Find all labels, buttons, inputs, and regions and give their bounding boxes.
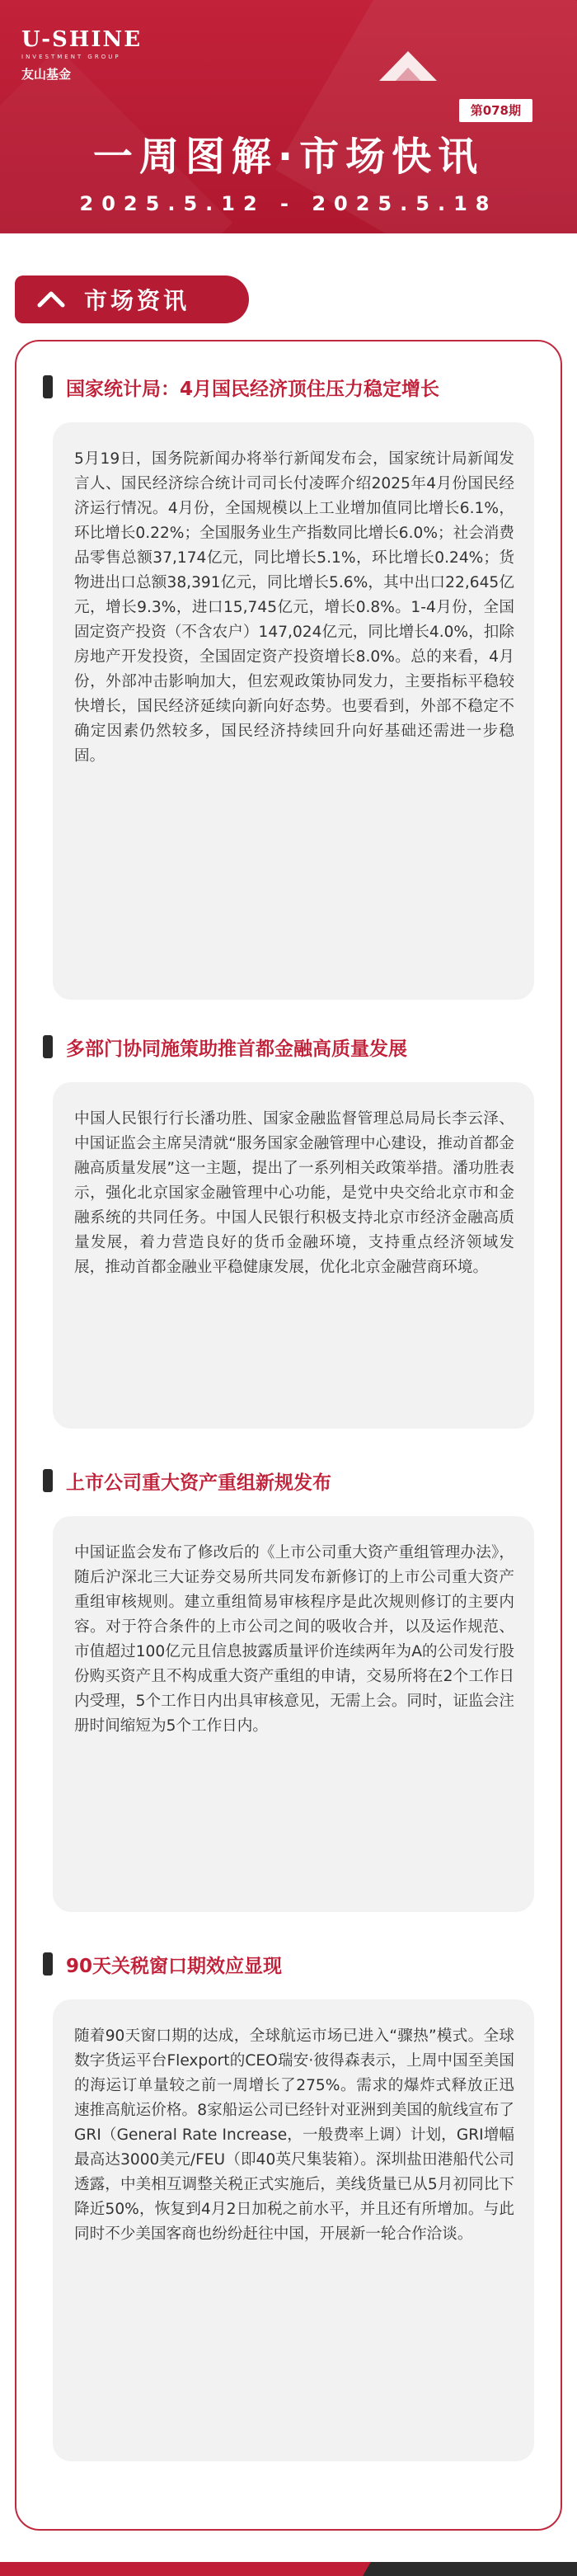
article-card	[53, 422, 534, 1000]
article-title-text: 上市公司重大资产重组新规发布	[66, 1472, 331, 1494]
footer-stripe	[0, 2557, 577, 2576]
article-title	[43, 1034, 407, 1059]
date-range: 2025.5.12 - 2025.5.18	[79, 192, 498, 215]
section-header-market-news	[15, 275, 249, 323]
article-card	[53, 1999, 534, 2461]
title-marker-icon	[43, 1469, 53, 1492]
chevron-up-icon	[35, 287, 68, 312]
title-marker-icon	[43, 1035, 53, 1058]
article-body: 5月19日，国务院新闻办将举行新闻发布会，国家统计局新闻发言人、国民经济综合统计司司长付凌晖介绍2025年4月份国民经济运行情况。4月份，全国规模以上工业增加值同比增长6.1%，环比增长0.22%；全国服务业生产指数同比增长6.0%；社会消费品零售总额37,174亿元，同比增长5.1%，环比增长0.24%；货物进出口总额38,391亿元，同比增长5.6%，其中出口22,645亿元，增长9.3%，进口15,745亿元，增长0.8%。1-4月份，全国固定资产投资（不含农户）147,024亿元，同比增长4.0%，扣除房地产开发投资，全国固定资产投资增长8.0%。总的来看，4月份，外部冲击影响加大，但宏观政策协同发力，主要指标平稳较快增长，国民经济延续向新向好态势。也要看到，外部不稳定不确定因素仍然较多，国民经济持续回升向好基础还需进一步稳固。	[74, 450, 514, 765]
article-body: 中国人民银行行长潘功胜、国家金融监督管理总局局长李云泽、中国证监会主席吴清就“服务国家金融管理中心建设，推动首都金融高质量发展”这一主题，提出了一系列相关政策举措。潘功胜表示，强化北京国家金融管理中心功能，是党中央交给北京市和金融系统的共同任务。中国人民银行积极支持北京市经济金融高质量发展，着力营造良好的货币金融环境，支持重点经济领域发展，推动首都金融业平稳健康发展，优化北京金融营商环境。	[74, 1110, 514, 1276]
company-logo	[21, 28, 142, 82]
title-marker-icon	[43, 375, 53, 398]
issue-number-badge: 第078期	[459, 99, 532, 122]
page-title: 一周图解·市场快讯	[92, 134, 485, 180]
article-title	[43, 1468, 331, 1493]
footer-red-bar	[0, 2562, 379, 2576]
footer-dark-bar	[363, 2562, 577, 2576]
article-title	[43, 374, 439, 399]
article-body: 随着90天窗口期的达成，全球航运市场已进入“骤热”模式。全球数字货运平台Flexport的CEO瑞安·彼得森表示，上周中国至美国的海运订单量较之前一周增长了275%。需求的爆炸式释放正迅速推高航运价格。8家船运公司已经针对亚洲到美国的航线宣布了GRI（General Rate Increase，一般费率上调）计划，GRI增幅最高达3000美元/FEU（即40英尺集装箱）。深圳盐田港船代公司透露，中美相互调整关税正式实施后，美线货量已从5月初同比下降近50%，恢复到4月2日加税之前水平，并且还有所增加。与此同时不少美国客商也纷纷赶往中国，开展新一轮合作洽谈。	[74, 2027, 514, 2243]
logo-chinese-name: 友山基金	[21, 67, 72, 82]
title-marker-icon	[43, 1952, 53, 1976]
header-banner	[0, 0, 577, 233]
article-card	[53, 1516, 534, 1912]
logo-main-text: U-SHINE	[21, 27, 143, 52]
logo-sub-text: INVESTMENT GROUP	[21, 54, 121, 60]
article-card	[53, 1082, 534, 1429]
mountain-logo-icon	[379, 51, 437, 89]
article-body: 中国证监会发布了修改后的《上市公司重大资产重组管理办法》，随后沪深北三大证券交易所共同发布新修订的上市公司重大资产重组审核规则。建立重组简易审核程序是此次规则修订的主要内容。对于符合条件的上市公司之间的吸收合并，以及运作规范、市值超过100亿元且信息披露质量评价连续两年为A的公司发行股份购买资产且不构成重大资产重组的申请，交易所将在2个工作日内受理，5个工作日内出具审核意见，无需上会。同时，证监会注册时间缩短为5个工作日内。	[74, 1544, 514, 1735]
article-title	[43, 1952, 282, 1976]
article-title-text: 90天关税窗口期效应显现	[66, 1955, 283, 1977]
news-frame	[15, 340, 562, 2531]
section-label: 市场资讯	[84, 287, 190, 314]
article-title-text: 多部门协同施策助推首都金融高质量发展	[66, 1038, 407, 1060]
article-title-text: 国家统计局：4月国民经济顶住压力稳定增长	[66, 378, 440, 400]
